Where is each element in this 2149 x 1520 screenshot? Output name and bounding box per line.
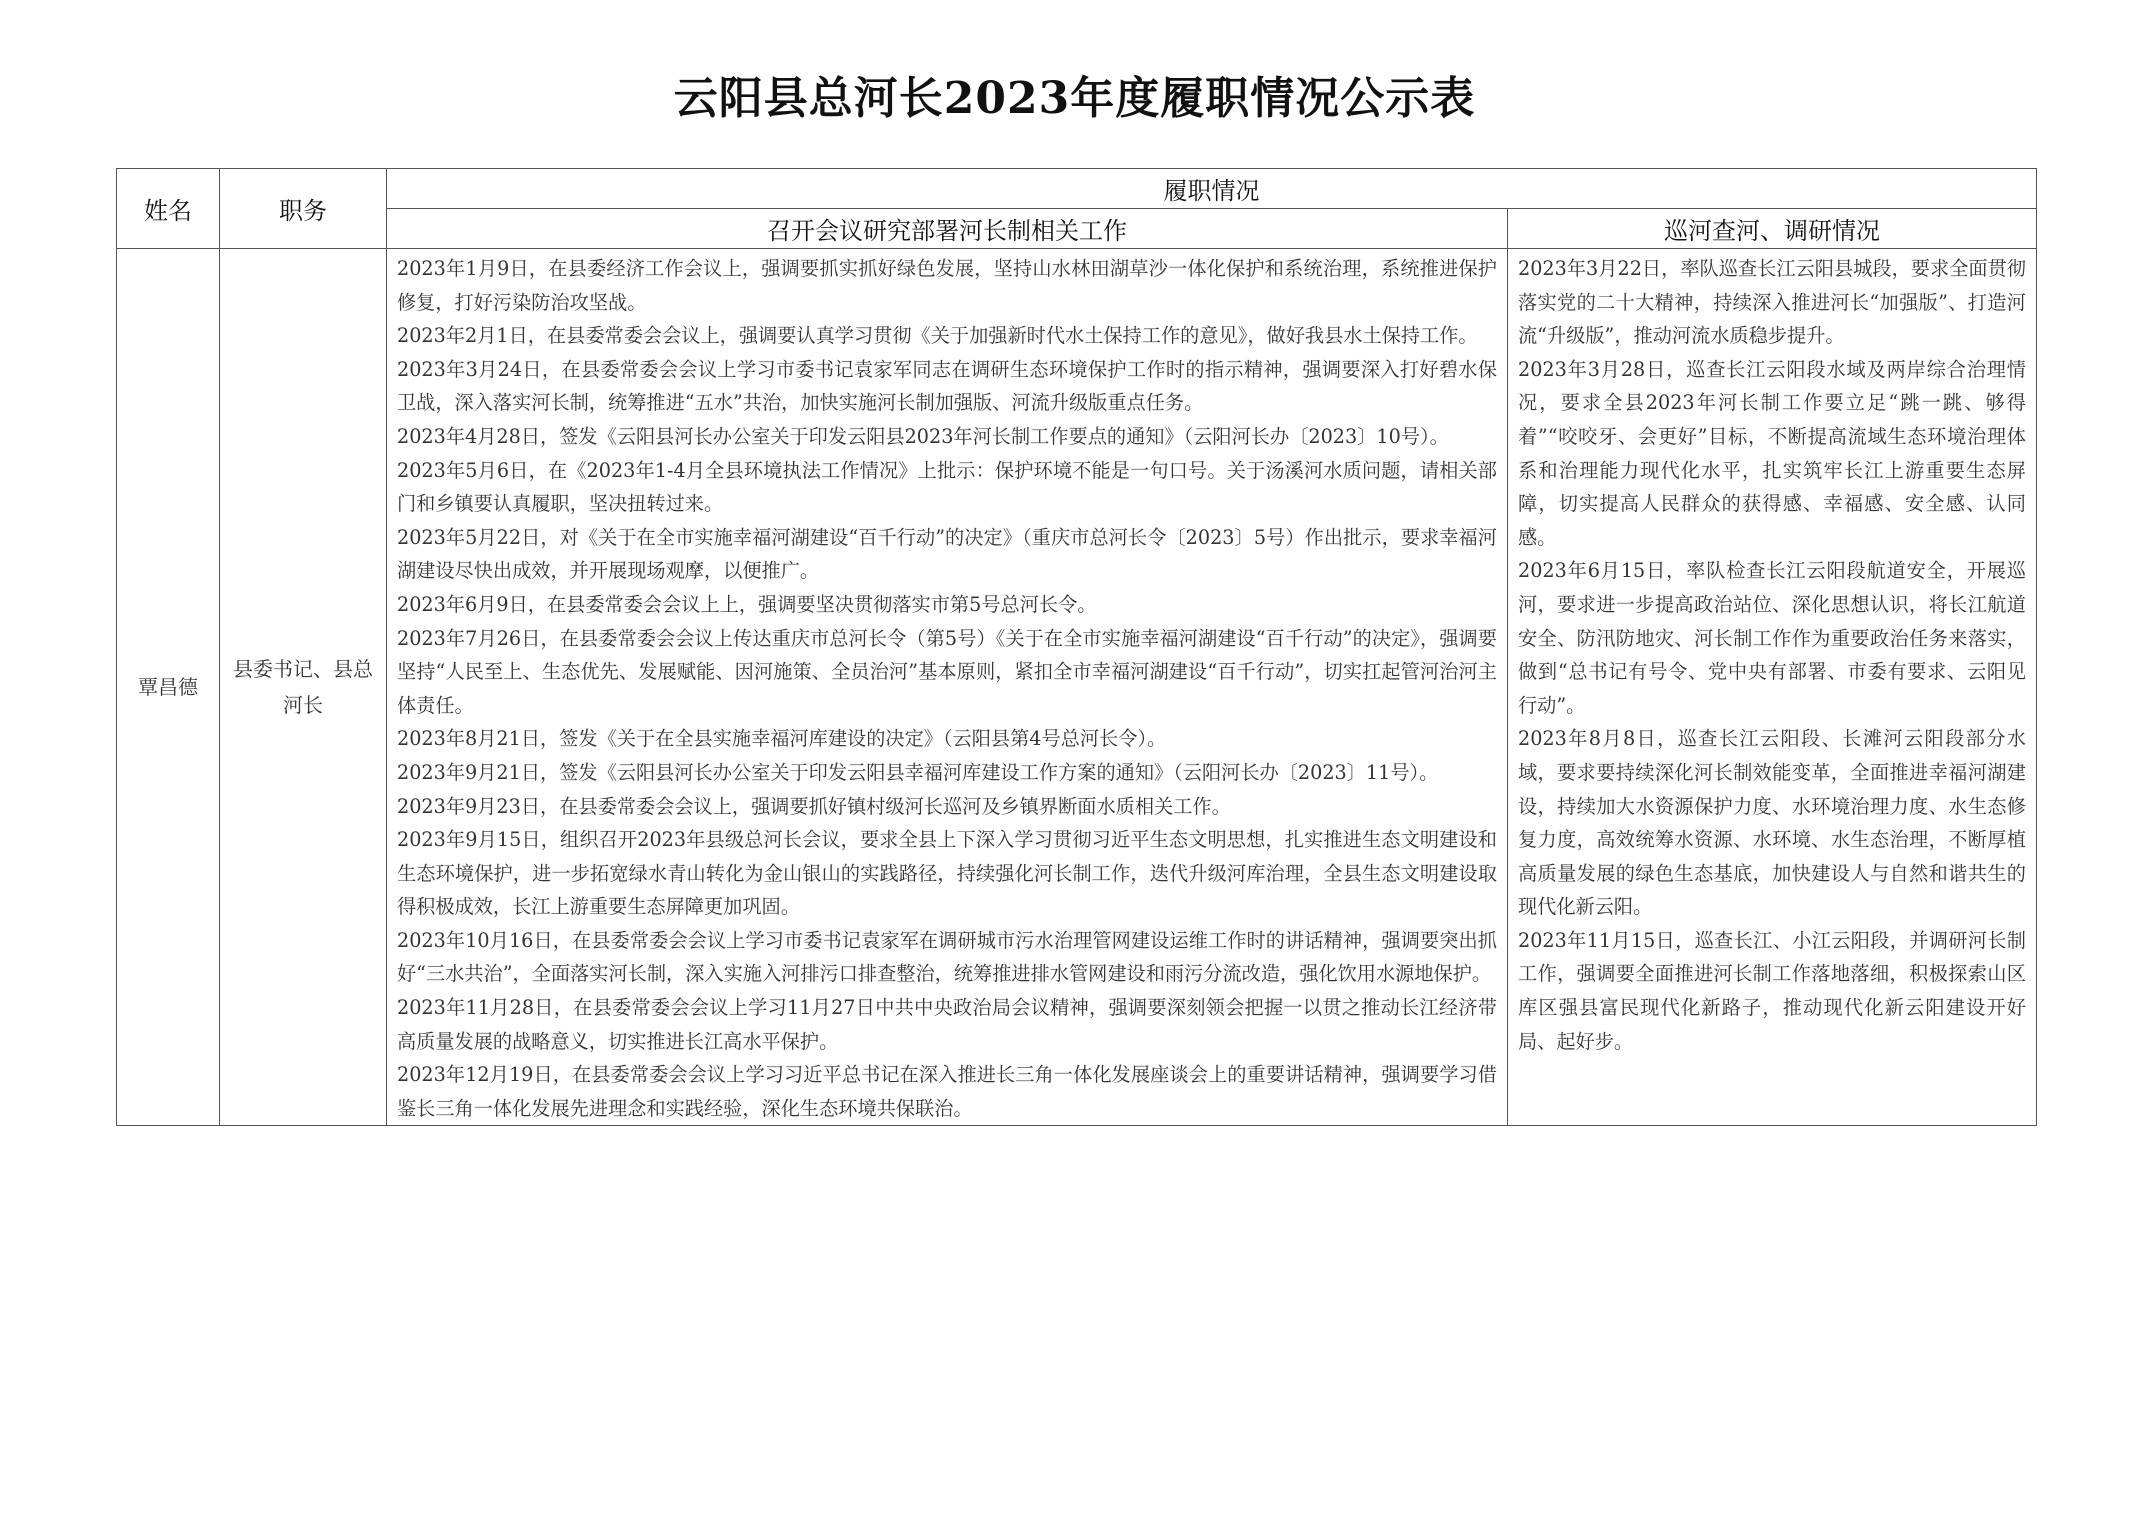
header-performance: 履职情况 [387,169,2037,209]
performance-table [116,168,2037,1126]
header-row-sub [117,209,2037,249]
inspection-entry: 2023年11月15日，巡查长江、小江云阳段，并调研河长制工作，强调要全面推进河长制工作落地落细，积极探索山区库区强县富民现代化新路子，推动现代化新云阳建设开好局、起好步。 [1518,928,2026,1053]
inspection-entry: 2023年3月22日，率队巡查长江云阳县城段，要求全面贯彻落实党的二十大精神，持续深入推进河长“加强版”、打造河流“升级版”，推动河流水质稳步提升。 [1518,257,2026,348]
header-row-top [117,169,2037,209]
table-row [117,249,2037,1126]
header-inspections: 巡河查河、调研情况 [1508,209,2037,249]
meeting-entry: 2023年12月19日，在县委常委会会议上学习习近平总书记在深入推进长三角一体化发展座谈会上的重要讲话精神，强调要学习借鉴长三角一体化发展先进理念和实践经验，深化生态环境共保联治。 [397,1063,1497,1120]
meeting-entry: 2023年5月22日，对《关于在全市实施幸福河湖建设“百千行动”的决定》（重庆市总河长令〔2023〕5号）作出批示，要求幸福河湖建设尽快出成效，并开展现场观摩，以便推广。 [397,525,1497,583]
cell-name: 覃昌德 [117,249,220,1126]
cell-meetings [387,249,1508,1126]
meeting-entry: 2023年8月21日，签发《关于在全县实施幸福河库建设的决定》（云阳县第4号总河长令）。 [397,727,1167,751]
header-meetings: 召开会议研究部署河长制相关工作 [387,209,1508,249]
cell-position: 县委书记、县总河长 [220,249,387,1126]
cell-inspections [1508,249,2037,1126]
header-position: 职务 [220,169,387,249]
inspection-entry: 2023年3月28日，巡查长江云阳段水域及两岸综合治理情况，要求全县2023年河长制工作要立足“跳一跳、够得着”“咬咬牙、会更好”目标，不断提高流域生态环境治理体系和治理能力现代化水平，扎实筑牢长江上游重要生态屏障，切实提高人民群众的获得感、幸福感、安全感、认同感。 [1518,357,2026,549]
meeting-entry: 2023年2月1日，在县委常委会会议上，强调要认真学习贯彻《关于加强新时代水土保持工作的意见》，做好我县水土保持工作。 [397,324,1478,348]
meeting-entry: 2023年9月23日，在县委常委会会议上，强调要抓好镇村级河长巡河及乡镇界断面水质相关工作。 [397,794,1231,818]
page-title: 云阳县总河长2023年度履职情况公示表 [673,73,1476,124]
meeting-entry: 2023年5月6日，在《2023年1-4月全县环境执法工作情况》上批示：保护环境不能是一句口号。关于汤溪河水质问题，请相关部门和乡镇要认真履职，坚决扭转过来。 [397,458,1497,516]
meeting-entry: 2023年11月28日，在县委常委会会议上学习11月27日中共中央政治局会议精神，强调要深刻领会把握一以贯之推动长江经济带高质量发展的战略意义，切实推进长江高水平保护。 [397,996,1497,1053]
inspection-entry: 2023年6月15日，率队检查长江云阳段航道安全，开展巡河，要求进一步提高政治站位、深化思想认识，将长江航道安全、防汛防地灾、河长制工作作为重要政治任务来落实，做到“总书记有号令、党中央有部署、市委有要求、云阳见行动”。 [1518,559,2026,717]
meeting-entry: 2023年4月28日，签发《云阳县河长办公室关于印发云阳县2023年河长制工作要点的通知》（云阳河长办〔2023〕10号）。 [397,424,1449,448]
meeting-entry: 2023年7月26日，在县委常委会会议上传达重庆市总河长令（第5号）《关于在全市实施幸福河湖建设“百千行动”的决定》，强调要坚持“人民至上、生态优先、发展赋能、因河施策、全员治河”基本原则，紧扣全市幸福河湖建设“百千行动”，切实扛起管河治河主体责任。 [397,626,1497,717]
meeting-entry: 2023年1月9日，在县委经济工作会议上，强调要抓实抓好绿色发展，坚持山水林田湖草沙一体化保护和系统治理，系统推进保护修复，打好污染防治攻坚战。 [397,257,1497,314]
meeting-entry: 2023年10月16日，在县委常委会会议上学习市委书记袁家军在调研城市污水治理管网建设运维工作时的讲话精神，强调要突出抓好“三水共治”，全面落实河长制，深入实施入河排污口排查整治，统筹推进排水管网建设和雨污分流改造，强化饮用水源地保护。 [397,928,1497,986]
inspection-entry: 2023年8月8日，巡查长江云阳段、长滩河云阳段部分水域，要求要持续深化河长制效能变革，全面推进幸福河湖建设，持续加大水资源保护力度、水环境治理力度、水生态修复力度，高效统筹水资源、水环境、水生态治理，不断厚植高质量发展的绿色生态基底，加快建设人与自然和谐共生的现代化新云阳。 [1518,727,2026,919]
header-name: 姓名 [117,169,220,249]
meeting-entry: 2023年9月21日，签发《云阳县河长办公室关于印发云阳县幸福河库建设工作方案的通知》（云阳河长办〔2023〕11号）。 [397,760,1439,784]
meeting-entry: 2023年9月15日，组织召开2023年县级总河长会议，要求全县上下深入学习贯彻习近平生态文明思想，扎实推进生态文明建设和生态环境保护，进一步拓宽绿水青山转化为金山银山的实践路径，持续强化河长制工作，迭代升级河库治理，全县生态文明建设取得积极成效，长江上游重要生态屏障更加巩固。 [397,828,1497,919]
meeting-entry: 2023年3月24日，在县委常委会会议上学习市委书记袁家军同志在调研生态环境保护工作时的指示精神，强调要深入打好碧水保卫战，深入落实河长制，统筹推进“五水”共治，加快实施河长制加强版、河流升级版重点任务。 [397,357,1497,415]
meeting-entry: 2023年6月9日，在县委常委会会议上上，强调要坚决贯彻落实市第5号总河长令。 [397,592,1097,616]
